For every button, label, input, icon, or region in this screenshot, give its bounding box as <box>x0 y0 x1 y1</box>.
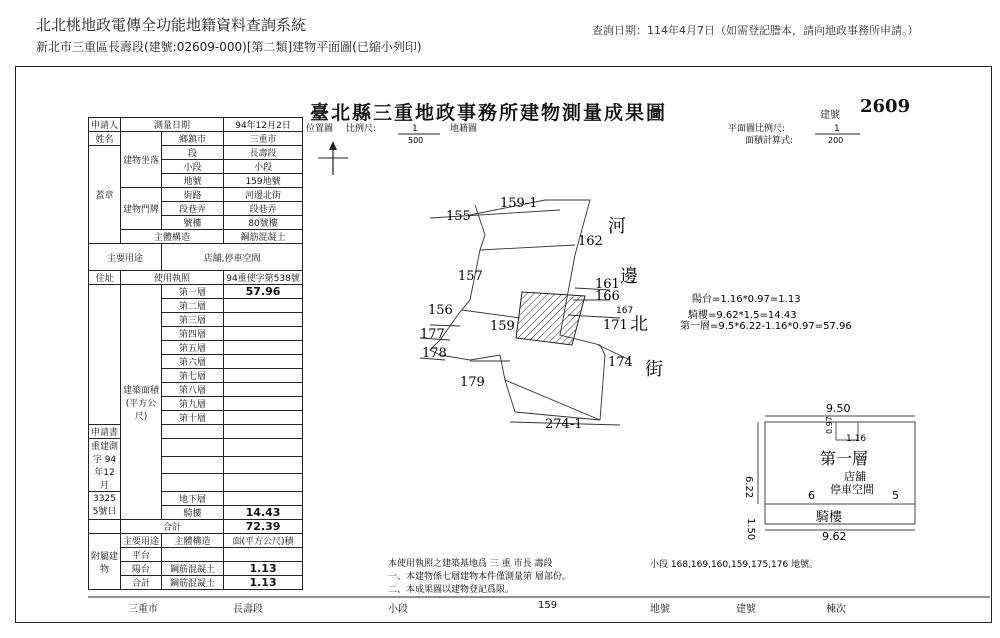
footer-subsection: 小段 <box>388 604 408 615</box>
balcony-dim: 1.16 <box>846 434 867 444</box>
door-no-label: 號樓 <box>162 216 224 230</box>
street-char: 街 <box>645 359 663 380</box>
address-label: 住址 <box>89 271 121 285</box>
license-value: 94重使字第538號 <box>224 271 303 285</box>
structure-value: 鋼筋混凝土 <box>224 230 303 244</box>
applicant-label: 申請人 <box>89 118 121 132</box>
street-char: 邊 <box>620 266 638 287</box>
scale-num: 1 <box>412 124 418 134</box>
attached-use: 合計 <box>121 576 162 590</box>
scale-den: 500 <box>408 136 424 145</box>
footer-lot: 159 <box>538 600 558 611</box>
side-dim: 1.50 <box>745 518 756 541</box>
license-label: 使用執照 <box>121 271 224 285</box>
sheet-title: 臺北縣三重地政事務所建物測量成果圖 <box>310 102 668 124</box>
note-lots: 小段 168,169,160,159,175,176 地號。 <box>650 560 819 570</box>
floor-name: 第九層 <box>162 397 224 411</box>
dim-6: 6 <box>808 489 815 502</box>
lot-label: 178 <box>422 346 447 361</box>
attached-area: 1.13 <box>224 562 303 576</box>
left-dim: 6.22 <box>743 476 754 499</box>
city-label: 鄉鎮市 <box>162 132 224 146</box>
lot-label: 159-1 <box>500 196 538 211</box>
building-no: 2609 <box>860 96 911 117</box>
dim-5: 5 <box>892 489 899 502</box>
application-year: 重建測字 94年12月 <box>89 439 121 492</box>
building-footprint <box>516 292 585 345</box>
floor-name: 第五層 <box>162 341 224 355</box>
floor-plan-label: 第一層 <box>820 449 869 468</box>
city-value: 三重市 <box>224 132 303 146</box>
total-label: 合計 <box>121 520 224 534</box>
structure-label: 主體構造 <box>121 230 224 244</box>
attached-use: 平台 <box>121 548 162 562</box>
use-label: 主要用途 <box>89 244 162 271</box>
street-value: 河邊北街 <box>224 188 303 202</box>
attached-use-col: 主要用途 <box>121 534 162 548</box>
lot-value: 159地號 <box>224 174 303 188</box>
attached-area: 1.13 <box>224 576 303 590</box>
floor-use-2: 停車空間 <box>830 483 874 496</box>
calc-line: 第一層=9.5*6.22-1.16*0.97=57.96 <box>680 321 852 332</box>
survey-date: 94年12月2日 <box>224 118 303 132</box>
attached-struct: 鋼筋混凝土 <box>162 576 224 590</box>
attached-struct-col: 主體構造 <box>162 534 224 548</box>
section-value: 長壽段 <box>224 146 303 160</box>
lot-label: 174 <box>608 355 633 370</box>
floor-name: 第八層 <box>162 383 224 397</box>
attached-area-col: 面(平方公尺)積 <box>224 534 303 548</box>
document-subtitle: 新北市三重區長壽段(建號:02609-000)[第二類]建物平面圖(已縮小列印) <box>36 40 422 54</box>
total-area: 72.39 <box>224 520 303 534</box>
calc-label: 面積計算式: <box>745 136 794 146</box>
lot-label: 159 <box>490 319 515 334</box>
door-no-value: 80號樓 <box>224 216 303 230</box>
lot-label: 157 <box>458 269 483 284</box>
floor-scale-den: 200 <box>828 136 844 145</box>
lot-label: 地號 <box>162 174 224 188</box>
calc-line: 騎樓=9.62*1.5=14.43 <box>688 310 797 321</box>
query-date: 查詢日期：114年4月7日（如需登記謄本，請向地政事務所申請。） <box>592 24 919 37</box>
floor-name: 第六層 <box>162 355 224 369</box>
building-no-label: 建號 <box>820 110 840 121</box>
door-label: 建物門牌 <box>121 188 162 230</box>
footer-section: 長壽段 <box>233 604 263 615</box>
floor-plan <box>743 402 915 543</box>
note-line-3: 二、本成果圖以建物登記爲限。 <box>388 585 515 595</box>
lot-label: 167 <box>616 306 634 316</box>
floor-name: 第四層 <box>162 327 224 341</box>
use-value: 店舖,停車空間 <box>162 244 303 271</box>
street-char: 河 <box>608 216 626 237</box>
lot-label: 156 <box>428 303 453 318</box>
floor-name: 第七層 <box>162 369 224 383</box>
bottom-dim: 9.62 <box>822 530 847 543</box>
floor-scale-num: 1 <box>834 124 840 134</box>
footer-bld-label: 建號 <box>736 604 756 615</box>
north-arrow-head-icon <box>329 141 337 150</box>
floor-use-1: 店舖 <box>844 470 866 483</box>
street-label: 街路 <box>162 188 224 202</box>
balcony-dim2: 0.97 <box>825 416 834 434</box>
floor-scale-label: 平面圖比例尺: <box>728 124 786 134</box>
arcade-plan-label: 騎樓 <box>816 510 843 525</box>
floor-name: 第一層 <box>162 285 224 299</box>
lane-value: 段巷弄 <box>224 202 303 216</box>
lot-label: 177 <box>420 327 445 342</box>
applicant-no-label: 申請書 <box>89 425 121 439</box>
lot-label: 171 <box>603 318 628 333</box>
section-label: 段 <box>162 146 224 160</box>
basement-label: 地下層 <box>162 492 224 506</box>
lot-label: 155 <box>446 209 471 224</box>
location-map-label: 位置圖 <box>306 124 334 134</box>
footer-city: 三重市 <box>128 604 158 615</box>
floor-name: 第二層 <box>162 299 224 313</box>
street-char: 北 <box>630 314 648 335</box>
lane-label: 段巷弄 <box>162 202 224 216</box>
name-label: 姓名 <box>89 132 121 146</box>
lot-label: 179 <box>460 375 485 390</box>
arcade-label: 騎樓 <box>162 506 224 520</box>
floor-name: 第十層 <box>162 411 224 425</box>
lot-label: 161 <box>595 277 620 292</box>
lot-label: 162 <box>578 234 603 249</box>
attached-label: 附屬建物 <box>89 534 121 590</box>
floor-name: 第三層 <box>162 313 224 327</box>
subsection-label: 小段 <box>162 160 224 174</box>
attached-struct: 鋼筋混凝土 <box>162 562 224 576</box>
note-line-2: 一、本建物係七層建物本件僅測量第 層部份。 <box>388 572 571 582</box>
location-label: 建物坐落 <box>121 132 162 188</box>
lot-label: 166 <box>595 289 620 304</box>
system-title: 北北桃地政電傳全功能地籍資料查詢系統 <box>36 16 307 34</box>
floor-area: 57.96 <box>224 285 303 299</box>
footer-lot-label: 地號 <box>650 604 670 615</box>
arcade-area: 14.43 <box>224 506 303 520</box>
lot-label: 274-1 <box>545 417 583 432</box>
seal-label: 蓋章 <box>89 146 121 244</box>
note-line-1: 本使用執照之建築基地爲 三 重 市長 壽段 <box>388 559 553 569</box>
attached-use: 陽台 <box>121 562 162 576</box>
lot-map-label: 地籍圖 <box>450 124 478 134</box>
subsection-value: 小段 <box>224 160 303 174</box>
application-no: 3325 5號日 <box>89 492 121 520</box>
top-dim: 9.50 <box>826 402 851 415</box>
footer-sheet-label: 棟次 <box>826 604 846 615</box>
survey-date-label: 測量日期 <box>121 118 224 132</box>
calc-line: 陽台=1.16*0.97=1.13 <box>692 294 801 305</box>
area-label: 建築面積(平方公尺) <box>121 285 162 520</box>
scale-label: 比例尺: <box>346 124 377 134</box>
footer-row <box>88 597 978 619</box>
